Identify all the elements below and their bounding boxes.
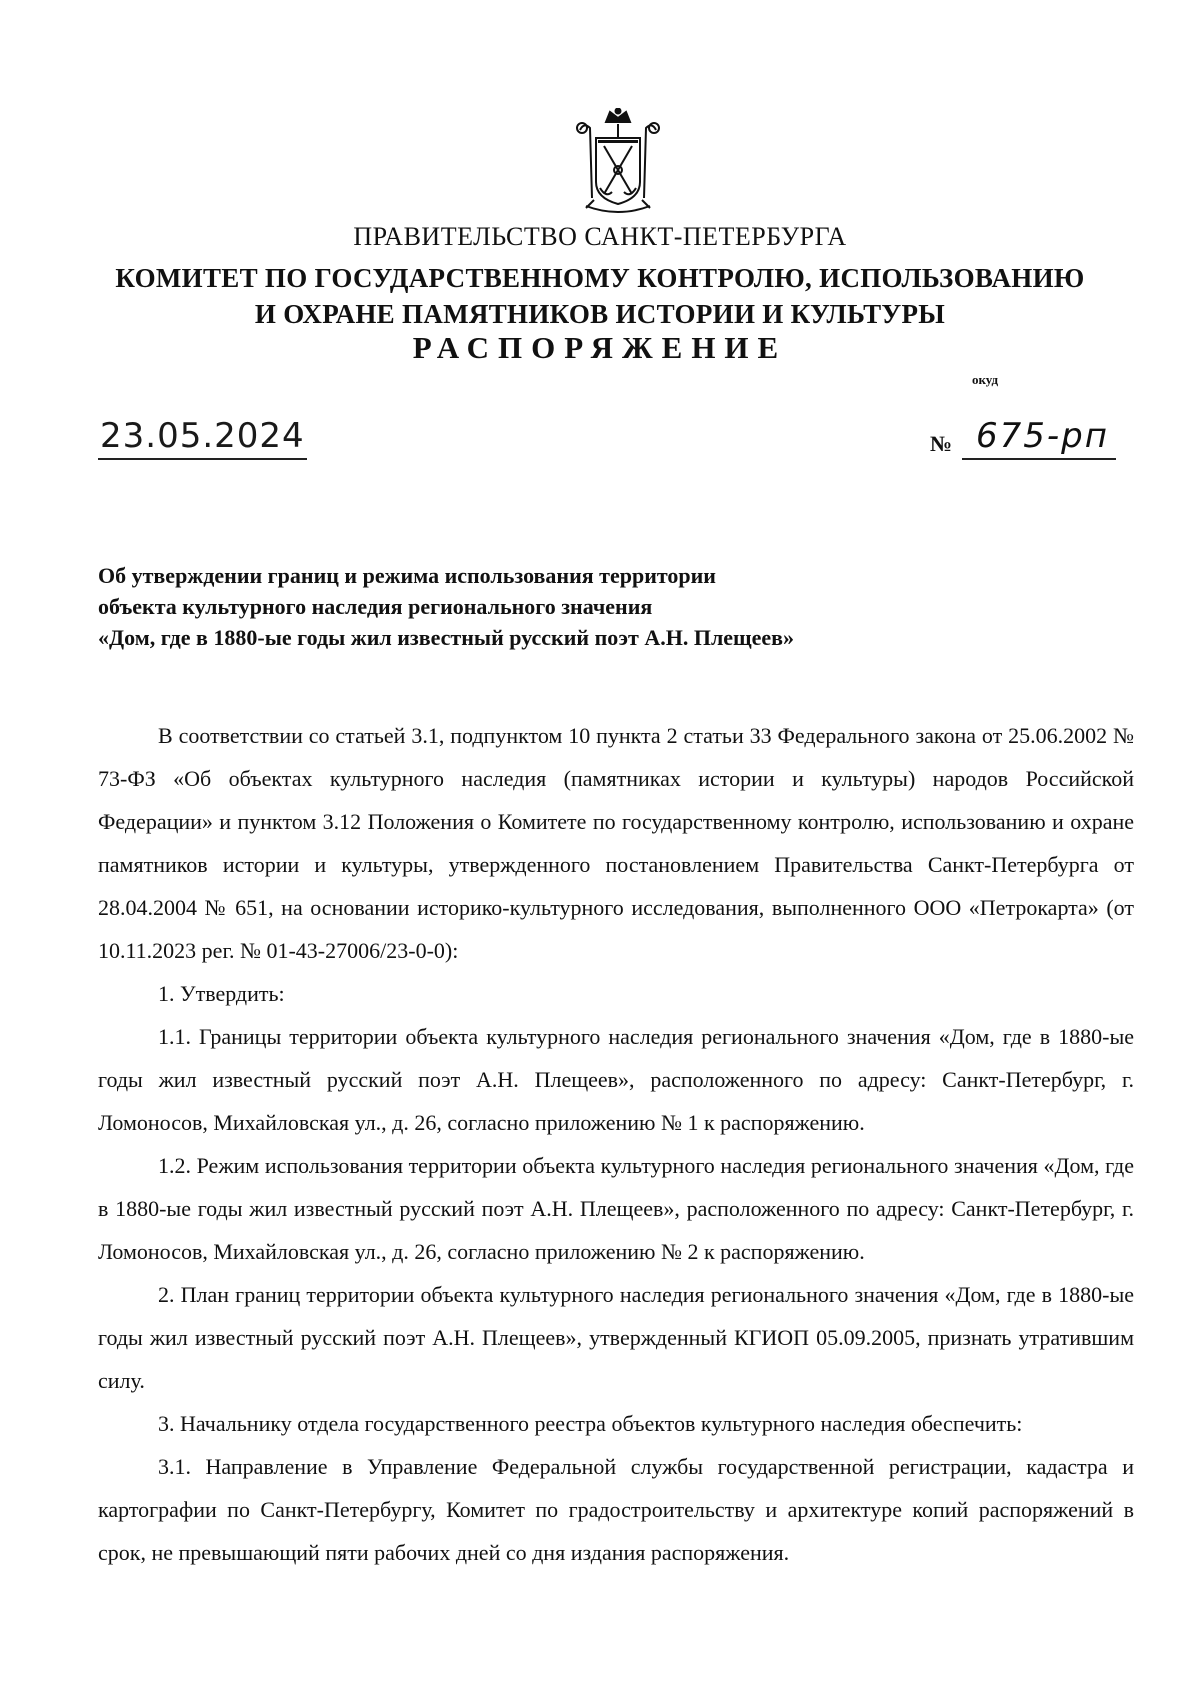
- body-paragraph: 2. План границ территории объекта культурного наследия регионального значения «Дом, где в 1880-ые годы жил известный русский поэт А.Н. Плещеев», утвержденный КГИОП 05.09.2005, признать утратившим силу.: [98, 1282, 1134, 1393]
- number-label: №: [930, 431, 953, 456]
- body-paragraph: 1. Утвердить:: [158, 981, 285, 1006]
- committee-title: [0, 260, 1200, 332]
- subject-line: Об утверждении границ и режима использования территории: [98, 563, 716, 588]
- body-paragraph: В соответствии со статьей 3.1, подпунктом 10 пункта 2 статьи 33 Федерального закона от 25.06.2002 № 73-ФЗ «Об объектах культурного наследия (памятниках истории и культуры) народов Российской Федерации» и пунктом 3.12 Положения о Комитете по государственному контролю, использованию и охране памятников истории и культуры, утвержденного постановлением Правительства Санкт-Петербурга от 28.04.2004 № 651, на основании историко-культурного исследования, выполненного ООО «Петрокарта» (от 10.11.2023 рег. № 01-43-27006/23-0-0):: [98, 723, 1134, 963]
- document-number-field: [962, 414, 1116, 460]
- subject-line: объекта культурного наследия регионального значения: [98, 594, 653, 619]
- document-type: РАСПОРЯЖЕНИЕ: [412, 330, 788, 365]
- subject-line: «Дом, где в 1880-ые годы жил известный русский поэт А.Н. Плещеев»: [98, 625, 795, 650]
- body-paragraph: 3.1. Направление в Управление Федеральной службы государственной регистрации, кадастра и картографии по Санкт-Петербургу, Комитет по градостроительству и архитектуре копий распоряжений в срок, не превышающий пяти рабочих дней со дня издания распоряжения.: [98, 1454, 1134, 1565]
- committee-title-line1: КОМИТЕТ ПО ГОСУДАРСТВЕННОМУ КОНТРОЛЮ, ИСПОЛЬЗОВАНИЮ: [115, 263, 1085, 293]
- committee-title-line2: И ОХРАНЕ ПАМЯТНИКОВ ИСТОРИИ И КУЛЬТУРЫ: [254, 299, 946, 329]
- document-subject: [98, 560, 998, 653]
- document-date: 23.05.2024: [98, 416, 307, 460]
- coat-of-arms-icon: [572, 108, 664, 214]
- body-paragraph: 1.2. Режим использования территории объекта культурного наследия регионального значения «Дом, где в 1880-ые годы жил известный русский поэт А.Н. Плещеев», расположенного по адресу: Санкт-Петербург, г. Ломоносов, Михайловская ул., д. 26, согласно приложению № 2 к распоряжению.: [98, 1153, 1134, 1264]
- body-paragraph: 3. Начальнику отдела государственного реестра объектов культурного наследия обеспечить:: [158, 1411, 1023, 1436]
- body-paragraph: 1.1. Границы территории объекта культурного наследия регионального значения «Дом, где в 1880-ые годы жил известный русский поэт А.Н. Плещеев», расположенного по адресу: Санкт-Петербург, г. Ломоносов, Михайловская ул., д. 26, согласно приложению № 1 к распоряжению.: [98, 1024, 1134, 1135]
- government-title: ПРАВИТЕЛЬСТВО САНКТ-ПЕТЕРБУРГА: [353, 222, 847, 251]
- document-body: [98, 714, 1134, 1574]
- document-number: 675-рп: [976, 416, 1109, 456]
- okud-label: окуд: [972, 372, 999, 387]
